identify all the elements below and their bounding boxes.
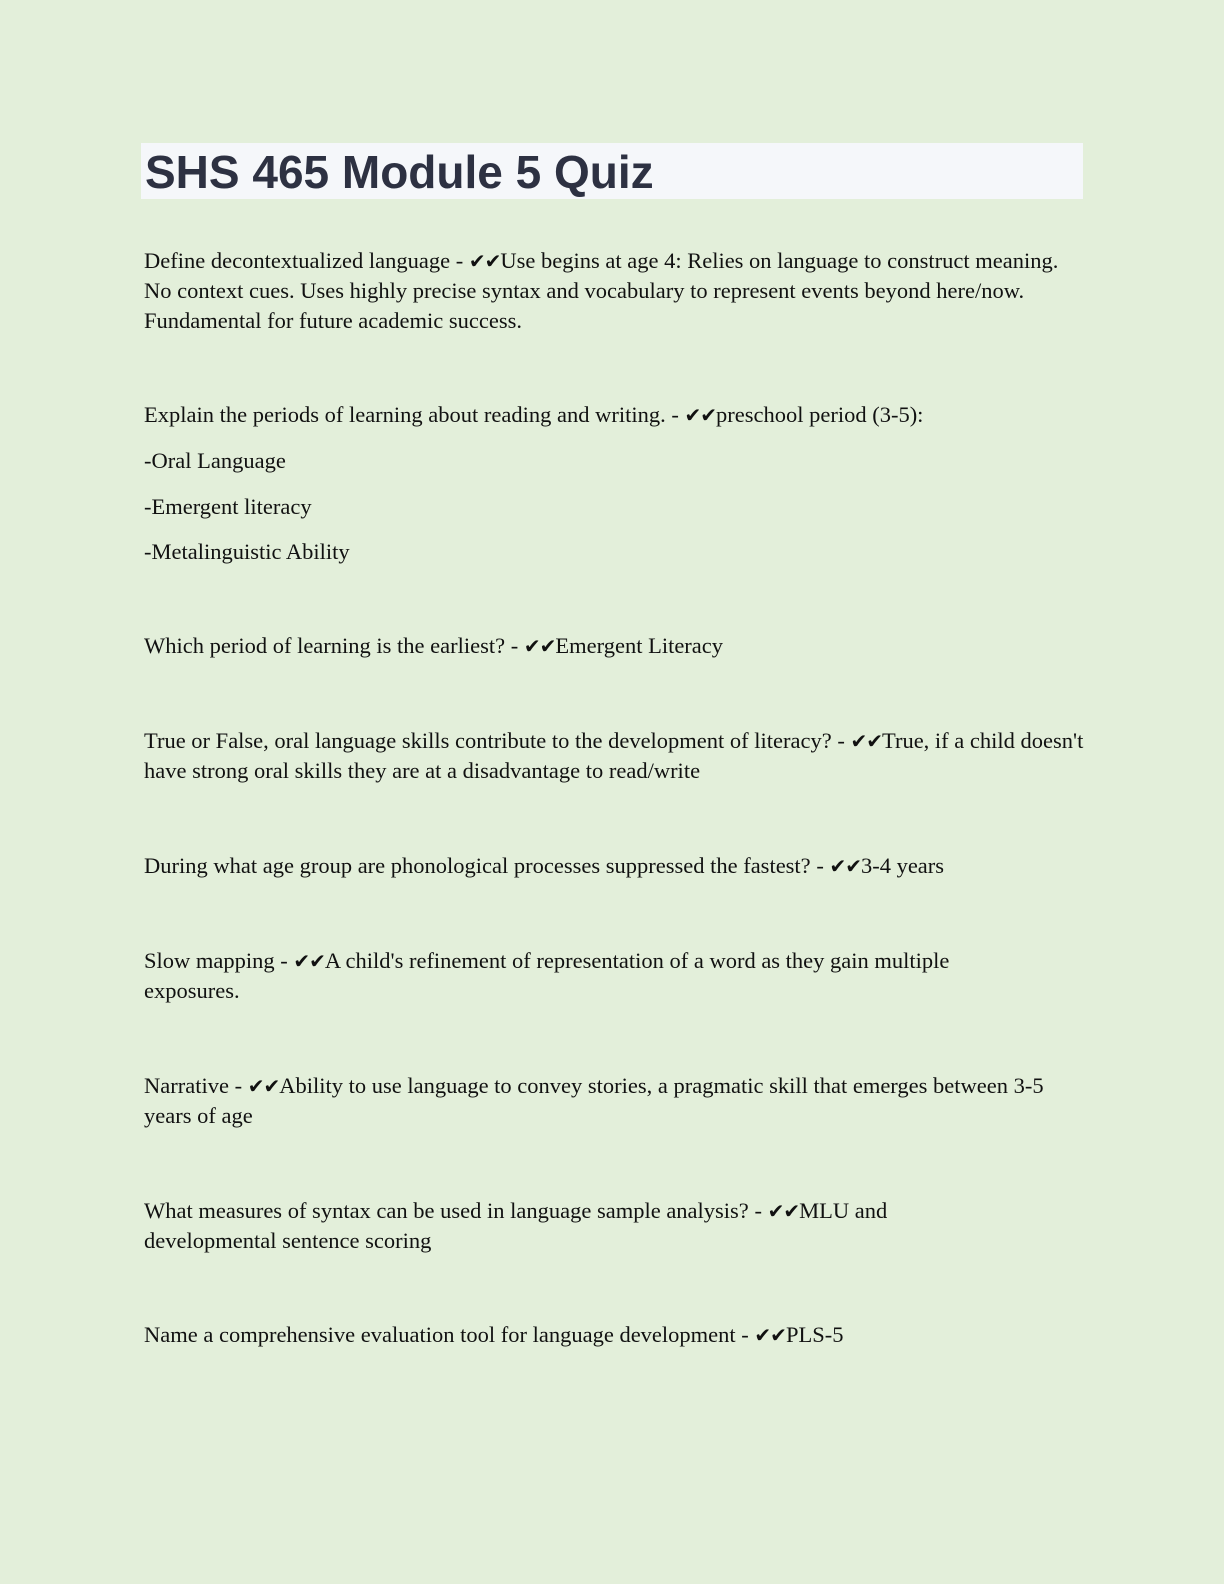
answer-text: Ability to use language to convey stories, a pragmatic skill that emerges between 3-5 years of age <box>144 1073 1044 1128</box>
separator: - <box>274 948 294 973</box>
qa-item-5 <box>144 851 1084 881</box>
qa-item-1 <box>144 246 1084 336</box>
double-check-icon: ✔✔ <box>293 949 325 973</box>
question-text: Name a comprehensive evaluation tool for language development <box>144 1322 736 1347</box>
question-text: What measures of syntax can be used in language sample analysis? <box>144 1198 749 1223</box>
double-check-icon: ✔✔ <box>468 249 501 273</box>
answer-text: Use begins at age 4: Relies on language to construct meaning. No context cues. Uses highly precise syntax and vocabulary to represent events beyond here/now. Fundamental for future academic success. <box>144 248 1059 333</box>
answer-text: True, if a child doesn't have strong oral skills they are at a disadvantage to read/write <box>144 728 1084 783</box>
double-check-icon: ✔✔ <box>523 634 556 658</box>
double-check-icon: ✔✔ <box>767 1199 800 1223</box>
qa-item-9 <box>144 1320 1084 1350</box>
question-text: During what age group are phonological processes suppressed the fastest? <box>144 853 811 878</box>
question-text: Narrative <box>144 1073 229 1098</box>
question-text: Explain the periods of learning about reading and writing. <box>144 402 666 427</box>
qa-item-6 <box>144 946 1044 1006</box>
question-text: Which period of learning is the earliest? <box>144 633 506 658</box>
question-text: True or False, oral language skills contribute to the development of literacy? <box>144 728 832 753</box>
answer-text: MLU and developmental sentence scoring <box>144 1198 888 1253</box>
separator: - <box>831 728 851 753</box>
sub-item: -Metalinguistic Ability <box>144 539 350 564</box>
question-text: Define decontextualized language <box>144 248 451 273</box>
page-title: SHS 465 Module 5 Quiz <box>145 146 654 198</box>
answer-text: preschool period (3-5): <box>716 402 924 427</box>
separator: - <box>748 1198 768 1223</box>
question-text: Slow mapping <box>144 948 275 973</box>
double-check-icon: ✔✔ <box>850 729 882 753</box>
answer-text: PLS-5 <box>785 1322 844 1347</box>
qa-item-7 <box>144 1071 1084 1131</box>
sub-item: -Oral Language <box>144 448 286 473</box>
title-banner <box>141 143 1083 199</box>
double-check-icon: ✔✔ <box>829 854 861 878</box>
qa-item-8 <box>144 1196 974 1256</box>
separator: - <box>450 248 469 273</box>
qa-item-4 <box>144 726 1084 786</box>
qa-item-3 <box>144 631 1084 661</box>
answer-text: Emergent Literacy <box>555 633 724 658</box>
answer-text: 3-4 years <box>860 853 945 878</box>
separator: - <box>228 1073 248 1098</box>
separator: - <box>735 1322 755 1347</box>
double-check-icon: ✔✔ <box>247 1074 280 1098</box>
separator: - <box>665 402 685 427</box>
double-check-icon: ✔✔ <box>754 1323 786 1347</box>
answer-text: A child's refinement of representation of a word as they gain multiple exposures. <box>144 948 950 1003</box>
double-check-icon: ✔✔ <box>684 403 716 427</box>
separator: - <box>505 633 524 658</box>
separator: - <box>810 853 830 878</box>
qa-item-2 <box>144 400 1084 430</box>
sub-item: -Emergent literacy <box>144 494 312 519</box>
